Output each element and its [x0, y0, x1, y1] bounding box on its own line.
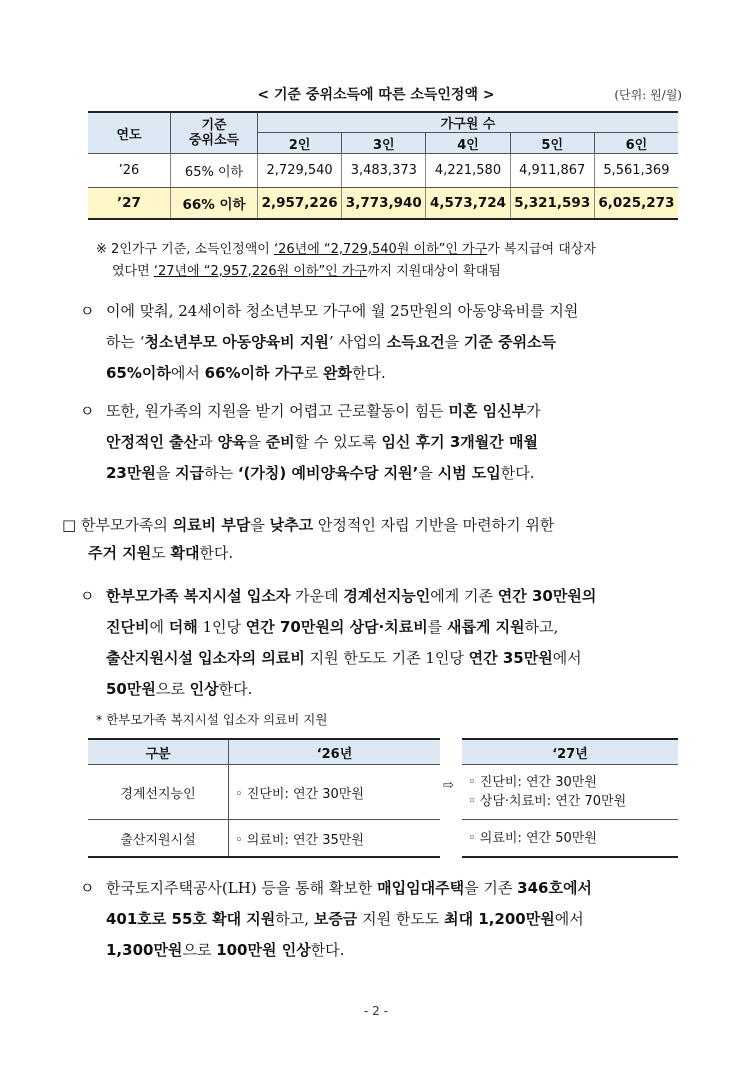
paragraph-medical-support: [80, 581, 692, 705]
note-text: 2인가구 기준, 소득인정액이: [111, 242, 274, 257]
cell-value: 3,773,940: [342, 188, 426, 220]
col-median: 기준 중위소득: [171, 112, 258, 154]
text: 한부모가족 복지시설 입소자 가운데 경계선지능인에게 기존 연간 30만원의: [106, 587, 597, 605]
table-row-highlight: [88, 188, 678, 220]
cell-value: 2,729,540: [258, 154, 342, 188]
note-underline: ‘26년에 “2,729,540원 이하”인 가구: [274, 242, 488, 257]
bullet: ㅇ: [80, 302, 95, 320]
medical-table-2026: [88, 738, 440, 858]
text: 1,300만원으로 100만원 인상한다.: [106, 941, 345, 959]
bullet: ㅇ: [80, 587, 95, 605]
text: 한국토지주택공사(LH) 등을 통해 확보한 매입임대주택을 기존 346호에서: [106, 879, 592, 897]
cell-value: 2,957,226: [258, 188, 342, 220]
row-year: ’27: [88, 188, 171, 220]
row-category: 경계선지능인: [88, 765, 229, 820]
cell-value: 5,561,369: [594, 154, 678, 188]
medical-table-2027: [462, 738, 678, 858]
col-3p: 3인: [342, 133, 426, 154]
paragraph-housing-support: [80, 873, 692, 966]
note-text: 까지 지원대상이 확대됨: [366, 264, 501, 279]
cell-value: 4,573,724: [426, 188, 510, 220]
page-number: - 2 -: [364, 1004, 388, 1018]
table-row: [88, 154, 678, 188]
text: 401호로 55호 확대 지원하고, 보증금 지원 한도도 최대 1,200만원에서: [106, 910, 584, 928]
text: 23만원을 지급하는 ‘(가칭) 예비양육수당 지원’을 시범 도입한다.: [106, 464, 535, 482]
text: 65%이하에서 66%이하 가구로 완화한다.: [106, 364, 386, 382]
col-2027: ‘27년: [462, 739, 678, 765]
row-median: 66% 이하: [171, 188, 258, 220]
note-underline: ‘27년에 “2,957,226원 이하”인 가구: [153, 264, 367, 279]
note-text: 가 복지급여 대상자: [487, 242, 596, 257]
text: 또한, 원가족의 지원을 받기 어렵고 근로활동이 힘든 미혼 임신부가: [106, 402, 541, 420]
note-mark: ※: [96, 242, 107, 257]
row-year: ’26: [88, 154, 171, 188]
section-box-icon: □: [62, 516, 77, 534]
row-median: 65% 이하: [171, 154, 258, 188]
col-2026: ‘26년: [229, 739, 441, 765]
unit-label: (단위: 원/월): [614, 88, 682, 102]
income-table: [88, 111, 678, 220]
text: 주거 지원도 확대한다.: [88, 544, 234, 562]
cell-value: 3,483,373: [342, 154, 426, 188]
med-table-caption: * 한부모가족 복지시설 입소자 의료비 지원: [96, 712, 328, 727]
col-category: 구분: [88, 739, 229, 765]
text: 한부모가족의 의료비 부담을 낮추고 안정적인 자립 기반을 마련하기 위한: [80, 516, 555, 534]
col-6p: 6인: [594, 133, 678, 154]
table-row: [462, 765, 678, 820]
row-category: 출산지원시설: [88, 820, 229, 858]
paragraph-pregnant-support: [80, 396, 690, 489]
table-row: [462, 820, 678, 858]
col-2p: 2인: [258, 133, 342, 154]
text: 하는 ‘청소년부모 아동양육비 지원’ 사업의 소득요건을 기준 중위소득: [106, 333, 557, 351]
cell-value: 4,911,867: [510, 154, 594, 188]
cell-value: 4,221,580: [426, 154, 510, 188]
cell-value: 6,025,273: [594, 188, 678, 220]
section-heading: [62, 511, 702, 567]
cell-value: 5,321,593: [510, 188, 594, 220]
cell-value: ◦ 의료비: 연간 50만원: [462, 820, 678, 858]
text: 50만원으로 인상한다.: [106, 680, 253, 698]
note-text: 였다면: [112, 264, 154, 279]
income-table-title: < 기준 중위소득에 따른 소득인정액 >: [257, 87, 495, 103]
col-5p: 5인: [510, 133, 594, 154]
cell-value: ◦ 의료비: 연간 35만원: [229, 820, 441, 858]
table-row: [88, 820, 440, 858]
cell-value: ◦ 진단비: 연간 30만원: [229, 765, 441, 820]
bullet: ㅇ: [80, 402, 95, 420]
text: 이에 맞춰, 24세이하 청소년부모 가구에 월 25만원의 아동양육비를 지원: [106, 302, 579, 320]
cell-value: ◦ 진단비: 연간 30만원 ◦ 상담·치료비: 연간 70만원: [462, 765, 678, 820]
col-year: 연도: [88, 112, 171, 154]
text: 진단비에 더해 1인당 연간 70만원의 상담·치료비를 새롭게 지원하고,: [106, 618, 559, 636]
paragraph-youth-parent: [80, 296, 690, 389]
text: 안정적인 출산과 양육을 준비할 수 있도록 임신 후기 3개월간 매월: [106, 433, 538, 451]
eligibility-note: [96, 239, 706, 283]
arrow-right-icon: ⇨: [443, 778, 454, 793]
col-4p: 4인: [426, 133, 510, 154]
table-row: [88, 765, 440, 820]
bullet: ㅇ: [80, 879, 95, 897]
text: 출산지원시설 입소자의 의료비 지원 한도도 기존 1인당 연간 35만원에서: [106, 649, 582, 667]
col-household: 가구원 수: [258, 112, 679, 133]
